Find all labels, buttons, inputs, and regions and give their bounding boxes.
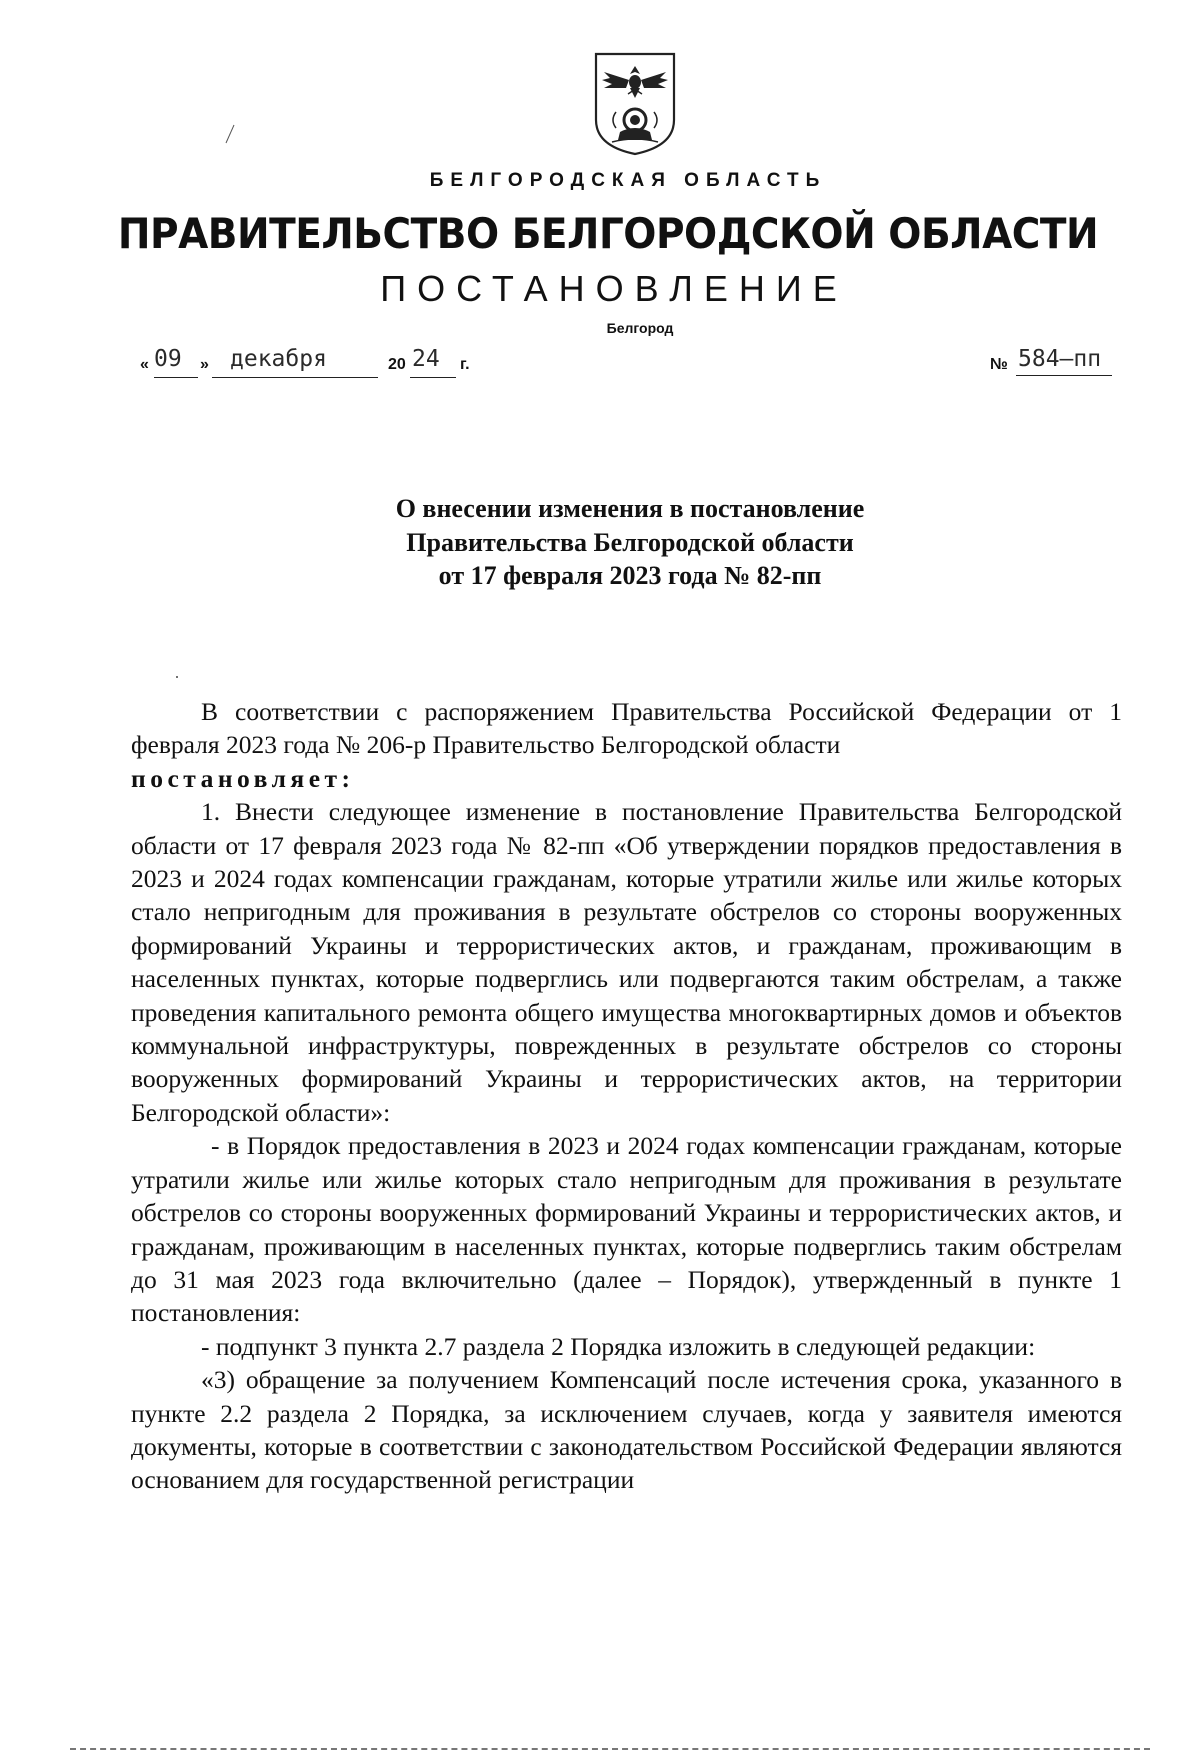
number-underline [1016,375,1112,376]
document-type: ПОСТАНОВЛЕНИЕ [380,268,848,309]
document-body [131,695,1122,1497]
date-close-quote: » [200,356,209,373]
region-name: БЕЛГОРОДСКАЯ ОБЛАСТЬ [429,170,827,191]
body-subitem-a: - в Порядок предоставления в 2023 и 2024 годах компенсации гражданам, которые утратили жилье или жилье которых стало непригодным для проживания в результате обстрелов со стороны вооруженных формирований Украины и террористических актов, и гражданам, проживающим в населенных пунктах, которые подверглись таким обстрелам до 31 мая 2023 года включительно (далее – Порядок), утвержденный в пункте 1 постановления: [131,1131,1122,1328]
date-month-underline [212,377,378,378]
subject-line-2: Правительства Белгородской области [406,527,854,557]
date-year-prefix: 20 [388,356,406,373]
subject-line-1: О внесении изменения в постановление [395,494,865,523]
page-bottom-edge [70,1748,1150,1750]
number-value: 584–пп [1018,346,1102,372]
number-sign: № [990,356,1008,373]
date-day: 09 [154,346,182,372]
government-name: ПРАВИТЕЛЬСТВО БЕЛГОРОДСКОЙ ОБЛАСТИ [117,210,1099,259]
subject-line-3: от 17 февраля 2023 года № 82-пп [438,561,822,590]
body-preamble: В соответствии с распоряжением Правительства Российской Федерации от 1 февраля 2023 года № 206-р Правительство Белгородской области [131,697,1122,760]
decrees-paragraph [131,762,1122,795]
date-year-underline [410,377,456,378]
date-year-abbr: г. [460,356,470,373]
date-open-quote: « [140,356,149,373]
belgorod-coat-of-arms-icon [590,50,680,158]
body-subitem-b: - подпункт 3 пункта 2.7 раздела 2 Порядка изложить в следующей редакции: [201,1331,1036,1361]
date-day-underline [154,377,198,378]
city-name: Белгород [606,320,674,336]
decrees-word: постановляет: [131,763,355,793]
body-quote: «3) обращение за получением Компенсаций после истечения срока, указанного в пункте 2.2 раздела 2 Порядка, за исключением случаев, когда у заявителя имеются документы, которые в соответствии с законодательством Российской Федерации являются основанием для государственной регистрации [131,1365,1122,1495]
body-item-1: 1. Внести следующее изменение в постановление Правительства Белгородской области от 17 февраля 2023 года № 82-пп «Об утверждении порядков предоставления в 2023 и 2024 годах компенсации гражданам, которые утратили жилье или жилье которых стало непригодным для проживания в результате обстрелов со стороны вооруженных формирований Украины и террористических актов, и гражданам, проживающим в населенных пунктах, которые подверглись или подвергаются таким обстрелам, а также проведения капитального ремонта общего имущества многоквартирных домов и объектов коммунальной инфраструктуры, поврежденных в результате обстрелов со стороны вооруженных формирований Украины и террористических актов, на территории Белгородской области»: [131,797,1122,1127]
document-subject [30,492,1200,593]
date-month: декабря [230,346,327,372]
scan-speck [176,676,178,678]
pen-mark [224,124,236,144]
date-year-suffix: 24 [412,346,440,372]
